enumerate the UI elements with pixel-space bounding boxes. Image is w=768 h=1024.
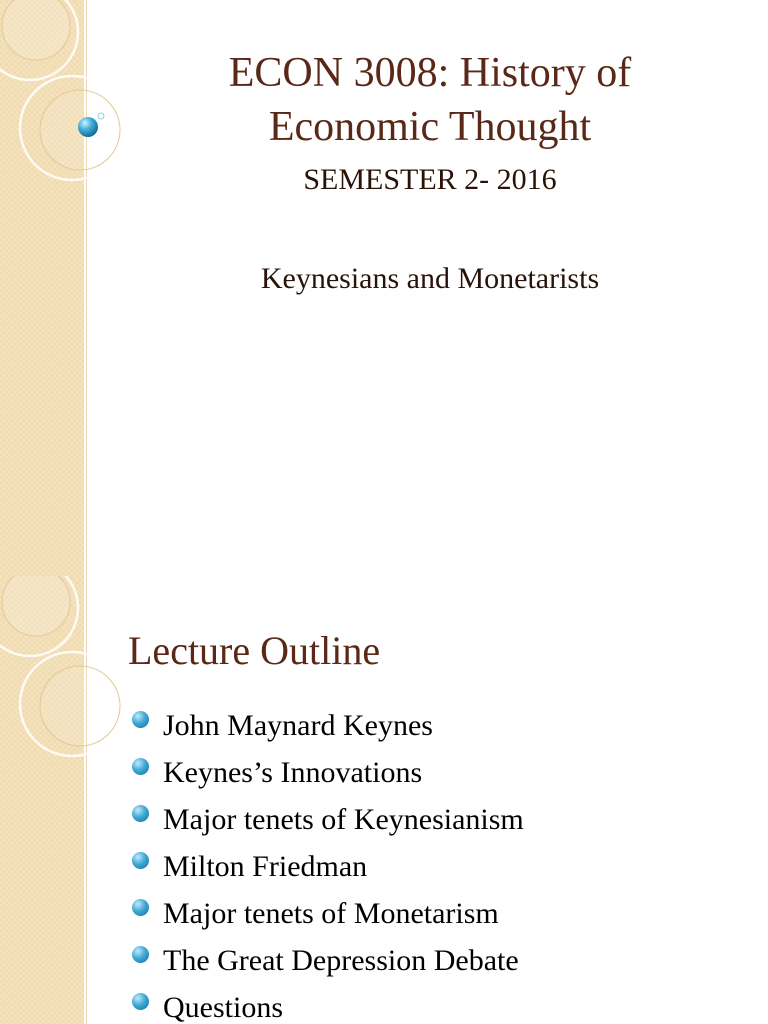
list-item-text: The Great Depression Debate (163, 943, 519, 977)
list-item (132, 984, 524, 1024)
bullet-icon (132, 852, 149, 869)
bullet-icon (132, 946, 149, 963)
lecture-topic: Keynesians and Monetarists (260, 262, 600, 295)
list-item-text: Major tenets of Monetarism (163, 896, 499, 930)
slide-title-line1: ECON 3008: History of (228, 50, 632, 96)
bullet-icon (132, 758, 149, 775)
bullet-icon (132, 805, 149, 822)
outline-slide (0, 576, 768, 1024)
list-item-text: Major tenets of Keynesianism (163, 802, 524, 836)
decorative-rings-graphic (0, 576, 140, 776)
outline-list (132, 702, 524, 1024)
list-item (132, 890, 524, 937)
slide-title-line2: Economic Thought (268, 104, 592, 150)
list-item-text: Keynes’s Innovations (163, 755, 423, 789)
blue-orb-icon (78, 117, 98, 137)
list-item (132, 937, 524, 984)
list-item-text: Questions (163, 990, 283, 1024)
list-item-text: Milton Friedman (163, 849, 368, 883)
bullet-icon (132, 899, 149, 916)
list-item-text: John Maynard Keynes (163, 708, 433, 742)
list-item (132, 749, 524, 796)
outline-heading: Lecture Outline (128, 628, 381, 673)
list-item (132, 843, 524, 890)
list-item (132, 796, 524, 843)
bullet-icon (132, 711, 149, 728)
semester-label: SEMESTER 2- 2016 (303, 163, 557, 196)
list-item (132, 702, 524, 749)
bullet-icon (132, 993, 149, 1010)
